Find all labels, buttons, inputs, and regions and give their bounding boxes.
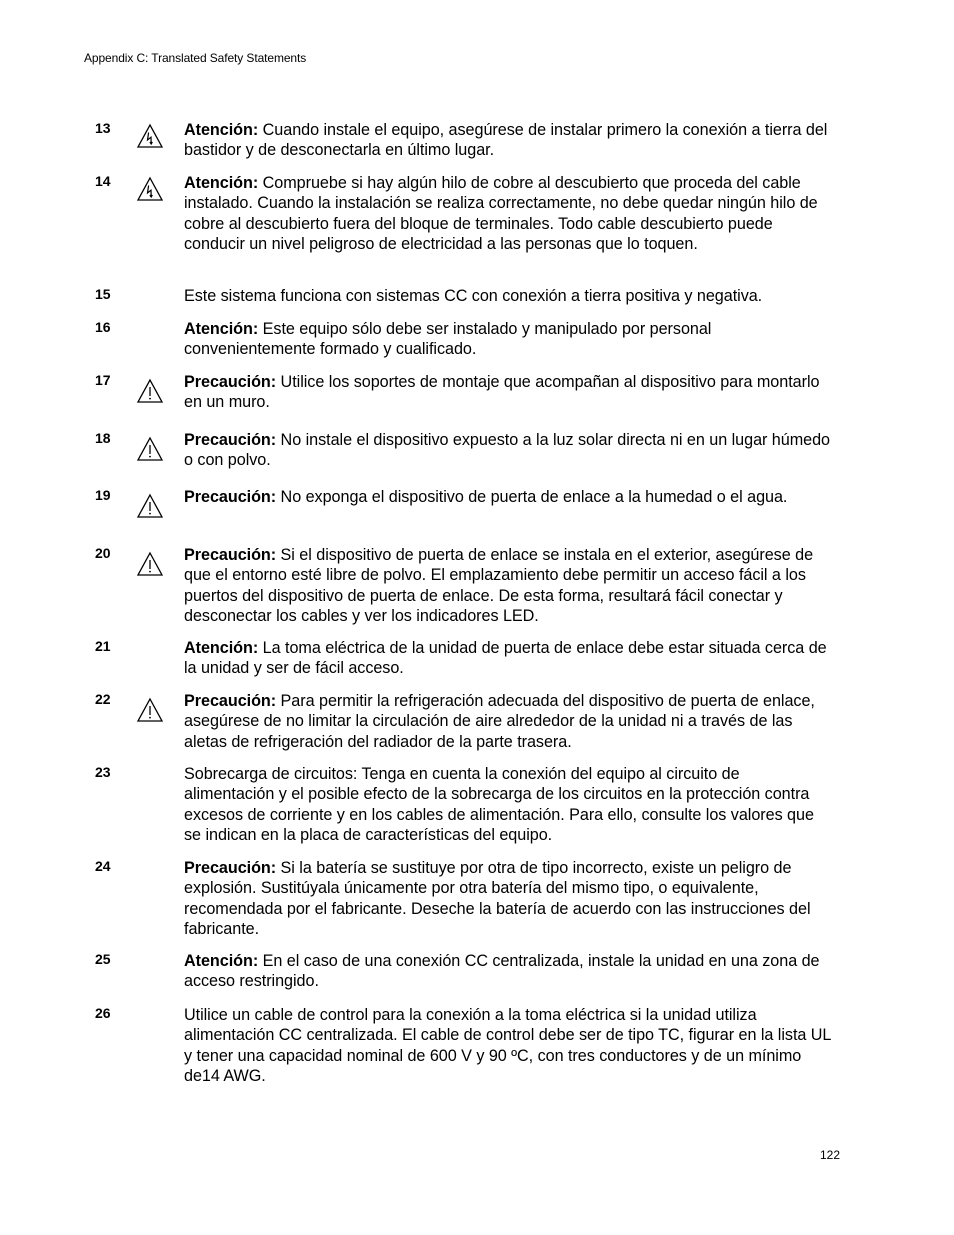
statement-number: 15	[95, 286, 111, 302]
statement-number: 14	[95, 173, 111, 189]
statement-body: En el caso de una conexión CC centralizada, instale la unidad en una zona de acceso restringido.	[184, 952, 820, 991]
statement-label: Atención:	[184, 639, 259, 657]
statement-body: La toma eléctrica de la unidad de puerta de enlace debe estar situada cerca de la unidad y ser de fácil acceso.	[184, 639, 827, 678]
statement-number: 23	[95, 764, 111, 780]
statement-label: Precaución:	[184, 859, 277, 877]
statement-text	[184, 319, 834, 360]
statement-number: 20	[95, 545, 111, 561]
page-header: Appendix C: Translated Safety Statements	[84, 51, 307, 65]
statement-text	[184, 1005, 834, 1086]
statement-text	[184, 858, 834, 939]
statement-body: Este equipo sólo debe ser instalado y manipulado por personal convenientemente formado y cualificado.	[184, 320, 712, 359]
statement-number: 25	[95, 951, 111, 967]
statement-body: Utilice los soportes de montaje que acompañan al dispositivo para montarlo en un muro.	[184, 373, 820, 412]
statement-text	[184, 545, 834, 626]
page-number: 122	[820, 1148, 841, 1162]
statement-label: Atención:	[184, 952, 259, 970]
statement-text	[184, 487, 834, 507]
statement-text	[184, 372, 834, 413]
statement-label: Atención:	[184, 121, 259, 139]
statement-body: Este sistema funciona con sistemas CC con conexión a tierra positiva y negativa.	[184, 287, 763, 305]
statement-label: Precaución:	[184, 546, 277, 564]
caution-icon	[136, 436, 164, 462]
statement-number: 21	[95, 638, 111, 654]
caution-icon	[136, 697, 164, 723]
statement-body: Compruebe si hay algún hilo de cobre al descubierto que proceda del cable instalado. Cuando la instalación se realiza correctamente, no debe quedar ningún hilo de cobre al descubierto fuera del bloque de terminales. Todo cable descubierto puede conducir un nivel peligroso de electricidad a las personas que lo toquen.	[184, 174, 818, 253]
statement-number: 19	[95, 487, 111, 503]
statement-label: Precaución:	[184, 692, 277, 710]
statement-body: Para permitir la refrigeración adecuada del dispositivo de puerta de enlace, asegúrese de no limitar la circulación de aire alrededor de la unidad ni a través de las aletas de refrigeración del radiador de la parte trasera.	[184, 692, 815, 751]
statement-number: 24	[95, 858, 111, 874]
statement-label: Atención:	[184, 174, 259, 192]
statement-number: 17	[95, 372, 111, 388]
statement-text	[184, 691, 834, 752]
statement-label: Atención:	[184, 320, 259, 338]
statement-text	[184, 173, 834, 254]
statement-text	[184, 764, 834, 845]
statement-text	[184, 951, 834, 992]
statement-number: 13	[95, 120, 111, 136]
electrical-hazard-icon	[136, 123, 164, 149]
statement-number: 26	[95, 1005, 111, 1021]
statement-label: Precaución:	[184, 373, 277, 391]
statement-text	[184, 638, 834, 679]
statement-body: No exponga el dispositivo de puerta de enlace a la humedad o el agua.	[276, 488, 788, 506]
caution-icon	[136, 378, 164, 404]
statement-body: Si el dispositivo de puerta de enlace se instala en el exterior, asegúrese de que el entorno esté libre de polvo. El emplazamiento debe permitir un acceso fácil a los puertos del dispositivo de puerta de enlace. De esta forma, resultará fácil conectar y desconectar los cables y ver los indicadores LED.	[184, 546, 814, 625]
caution-icon	[136, 493, 164, 519]
statement-text	[184, 430, 834, 471]
statement-number: 18	[95, 430, 111, 446]
statement-body: Sobrecarga de circuitos: Tenga en cuenta la conexión del equipo al circuito de alimentación y el posible efecto de la sobrecarga de los circuitos en la protección contra excesos de corriente y en los cables de alimentación. Para ello, consulte los valores que se indican en la placa de características del equipo.	[184, 765, 814, 844]
statement-text	[184, 120, 834, 161]
statement-body: Si la batería se sustituye por otra de tipo incorrecto, existe un peligro de explosión. Sustitúyala únicamente por otra batería del mismo tipo, o equivalente, recomendada por el fabricante. Deseche la batería de acuerdo con las instrucciones del fabricante.	[184, 859, 811, 938]
electrical-hazard-icon	[136, 176, 164, 202]
statement-body: No instale el dispositivo expuesto a la luz solar directa ni en un lugar húmedo o con polvo.	[184, 431, 831, 470]
statement-label: Precaución:	[184, 431, 277, 449]
statement-label: Precaución:	[184, 488, 277, 506]
caution-icon	[136, 551, 164, 577]
statement-text	[184, 286, 834, 306]
statement-number: 16	[95, 319, 111, 335]
statement-body: Cuando instale el equipo, asegúrese de instalar primero la conexión a tierra del bastidor y de desconectarla en último lugar.	[184, 121, 828, 160]
statement-number: 22	[95, 691, 111, 707]
statement-body: Utilice un cable de control para la conexión a la toma eléctrica si la unidad utiliza alimentación CC centralizada. El cable de control debe ser de tipo TC, figurar en la lista UL y tener una capacidad nominal de 600 V y 90 ºC, con tres conductores y de un mínimo de14 AWG.	[184, 1006, 831, 1085]
